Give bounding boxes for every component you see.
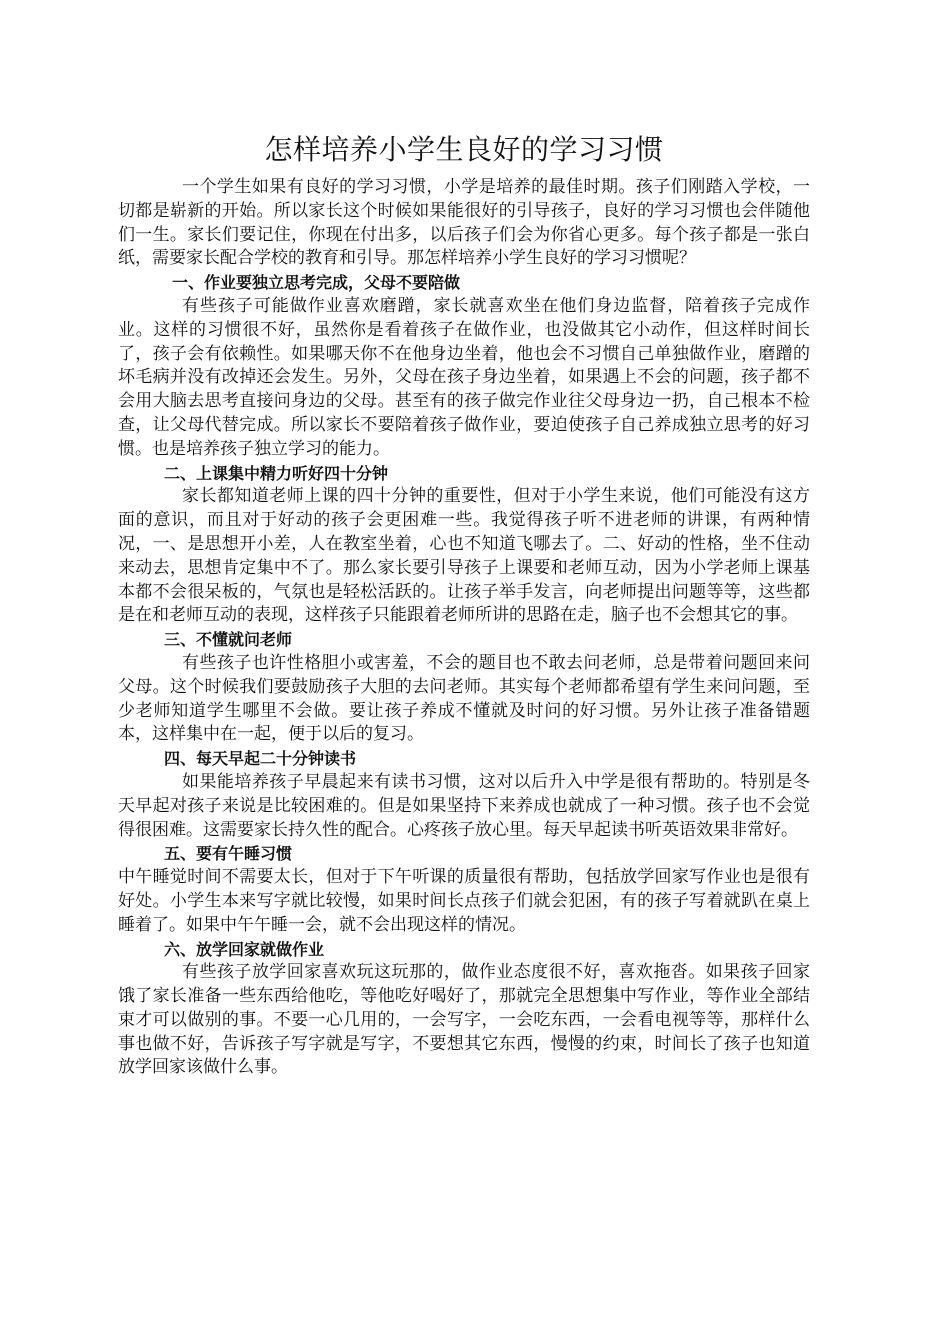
section-body-3: 有些孩子也许性格胆小或害羞，不会的题目也不敢去问老师，总是带着问题回来问父母。这个时候我们要鼓励孩子大胆的去问老师。其实每个老师都希望有学生来问问题，至少老师知道学生哪里不会做。要让孩子养成不懂就及时问的好习惯。另外让孩子准备错题本，这样集中在一起，便于以后的复习。 [118, 652, 810, 745]
section-body-6: 有些孩子放学回家喜欢玩这玩那的，做作业态度很不好，喜欢拖沓。如果孩子回家饿了家长准备一些东西给他吃，等他吃好喝好了，那就完全思想集中写作业，等作业全部结束才可以做别的事。不要一心几用的，一会写字，一会吃东西，一会看电视等等，那样什么事也做不好，告诉孩子写字就是写字，不要想其它东西，慢慢的约束，时间长了孩子也知道放学回家该做什么事。 [118, 962, 810, 1078]
intro-paragraph: 一个学生如果有良好的学习习惯，小学是培养的最佳时期。孩子们刚踏入学校，一切都是崭新的开始。所以家长这个时候如果能很好的引导孩子，良好的学习习惯也会伴随他们一生。家长们要记住，你现在付出多，以后孩子们会为你省心更多。每个孩子都是一张白纸，需要家长配合学校的教育和引导。那怎样培养小学生良好的学习习惯呢？ [118, 177, 810, 269]
section-body-5: 中午睡觉时间不需要太长，但对于下午听课的质量很有帮助，包括放学回家写作业也是很有好处。小学生本来写字就比较慢，如果时间长点孩子们就会犯困，有的孩子写着就趴在桌上睡着了。如果中午午睡一会，就不会出现这样的情况。 [118, 867, 810, 935]
section-heading-4: 四、每天早起二十分钟读书 [164, 749, 357, 769]
section-heading-2: 二、上课集中精力听好四十分钟 [164, 463, 389, 483]
document-title: 怎样培养小学生良好的学习习惯 [264, 133, 664, 166]
section-heading-6: 六、放学回家就做作业 [164, 939, 325, 959]
section-heading-1: 一、作业要独立思考完成，父母不要陪做 [172, 273, 461, 293]
section-body-1: 有些孩子可能做作业喜欢磨蹭，家长就喜欢坐在他们身边监督，陪着孩子完成作业。这样的习惯很不好，虽然你是看着孩子在做作业，也没做其它小动作，但这样时间长了，孩子会有依赖性。如果哪天你不在他身边坐着，他也会不习惯自己单独做作业，磨蹭的坏毛病并没有改掉还会发生。另外，父母在孩子身边坐着，如果遇上不会的问题，孩子都不会用大脑去思考直接问身边的父母。甚至有的孩子做完作业往父母身边一扔，自己根本不检查，让父母代替完成。所以家长不要陪着孩子做作业，要迫使孩子自己养成独立思考的好习惯。也是培养孩子独立学习的能力。 [118, 295, 810, 459]
section-body-4: 如果能培养孩子早晨起来有读书习惯，这对以后升入中学是很有帮助的。特别是冬天早起对孩子来说是比较困难的。但是如果坚持下来养成也就成了一种习惯。孩子也不会觉得很困难。这需要家长持久性的配合。心疼孩子放心里。每天早起读书听英语效果非常好。 [118, 771, 810, 840]
section-body-2: 家长都知道老师上课的四十分钟的重要性，但对于小学生来说，他们可能没有这方面的意识，而且对于好动的孩子会更困难一些。我觉得孩子听不进老师的讲课，有两种情况，一、是思想开小差，人在教室坐着，心也不知道飞哪去了。二、好动的性格，坐不住动来动去，思想肯定集中不了。那么家长要引导孩子上课要和老师互动，因为小学老师上课基本都不会很呆板的，气氛也是轻松活跃的。让孩子举手发言，向老师提出问题等等，这些都是在和老师互动的表现，这样孩子只能跟着老师所讲的思路在走，脑子也不会想其它的事。 [118, 486, 810, 626]
section-heading-3: 三、不懂就问老师 [164, 630, 293, 650]
document-body [118, 128, 810, 1080]
section-heading-5: 五、要有午睡习惯 [164, 844, 293, 864]
